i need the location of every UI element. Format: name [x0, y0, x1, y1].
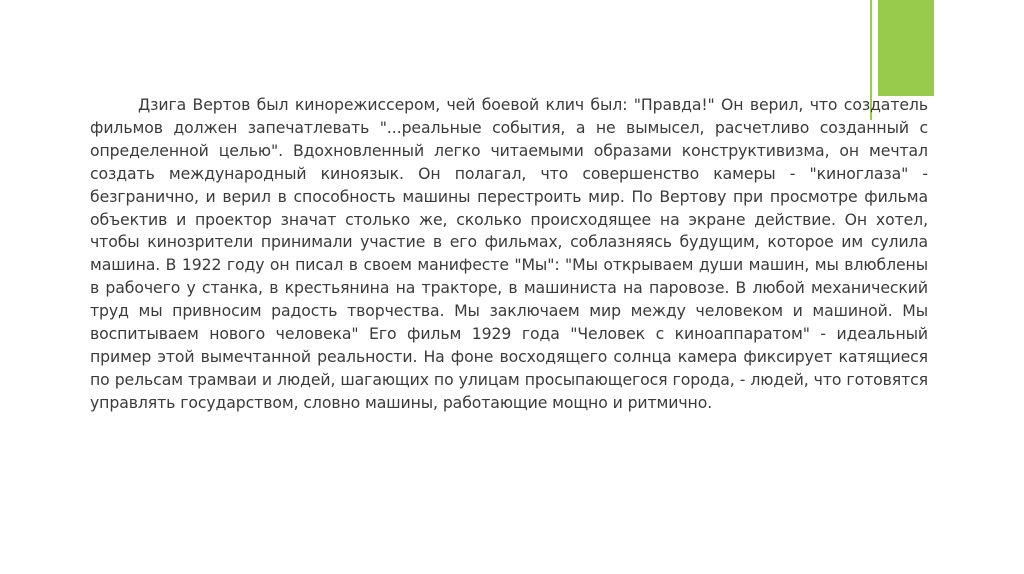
- body-paragraph: Дзига Вертов был кинорежиссером, чей боевой клич был: "Правда!" Он верил, что создатель фильмов должен запечатлевать "...реальные события, а не вымысел, расчетливо созданный с определенной целью". Вдохновленный легко читаемыми образами конструктивизма, он мечтал создать международный киноязык. Он полагал, что совершенство камеры - "киноглаза" - безгранично, и верил в способность машины перестроить мир. По Вертову при просмотре фильма объектив и проектор значат столько же, сколько происходящее на экране действие. Он хотел, чтобы кинозрители принимали участие в его фильмах, соблазняясь будущим, которое им сулила машина. В 1922 году он писал в своем манифесте "Мы": "Мы открываем души машин, мы влюблены в рабочего у станка, в крестьянина на тракторе, в машиниста на паровозе. В любой механический труд мы привносим радость творчества. Мы заключаем мир между человеком и машиной. Мы воспитываем нового человека" Его фильм 1929 года "Человек с киноаппаратом" - идеальный пример этой вымечтанной реальности. На фоне восходящего солнца камера фиксирует катящиеся по рельсам трамваи и людей, шагающих по улицам просыпающегося города, - людей, что готовятся управлять государством, словно машины, работающие мощно и ритмично.: [90, 95, 928, 412]
- accent-block: [878, 0, 934, 96]
